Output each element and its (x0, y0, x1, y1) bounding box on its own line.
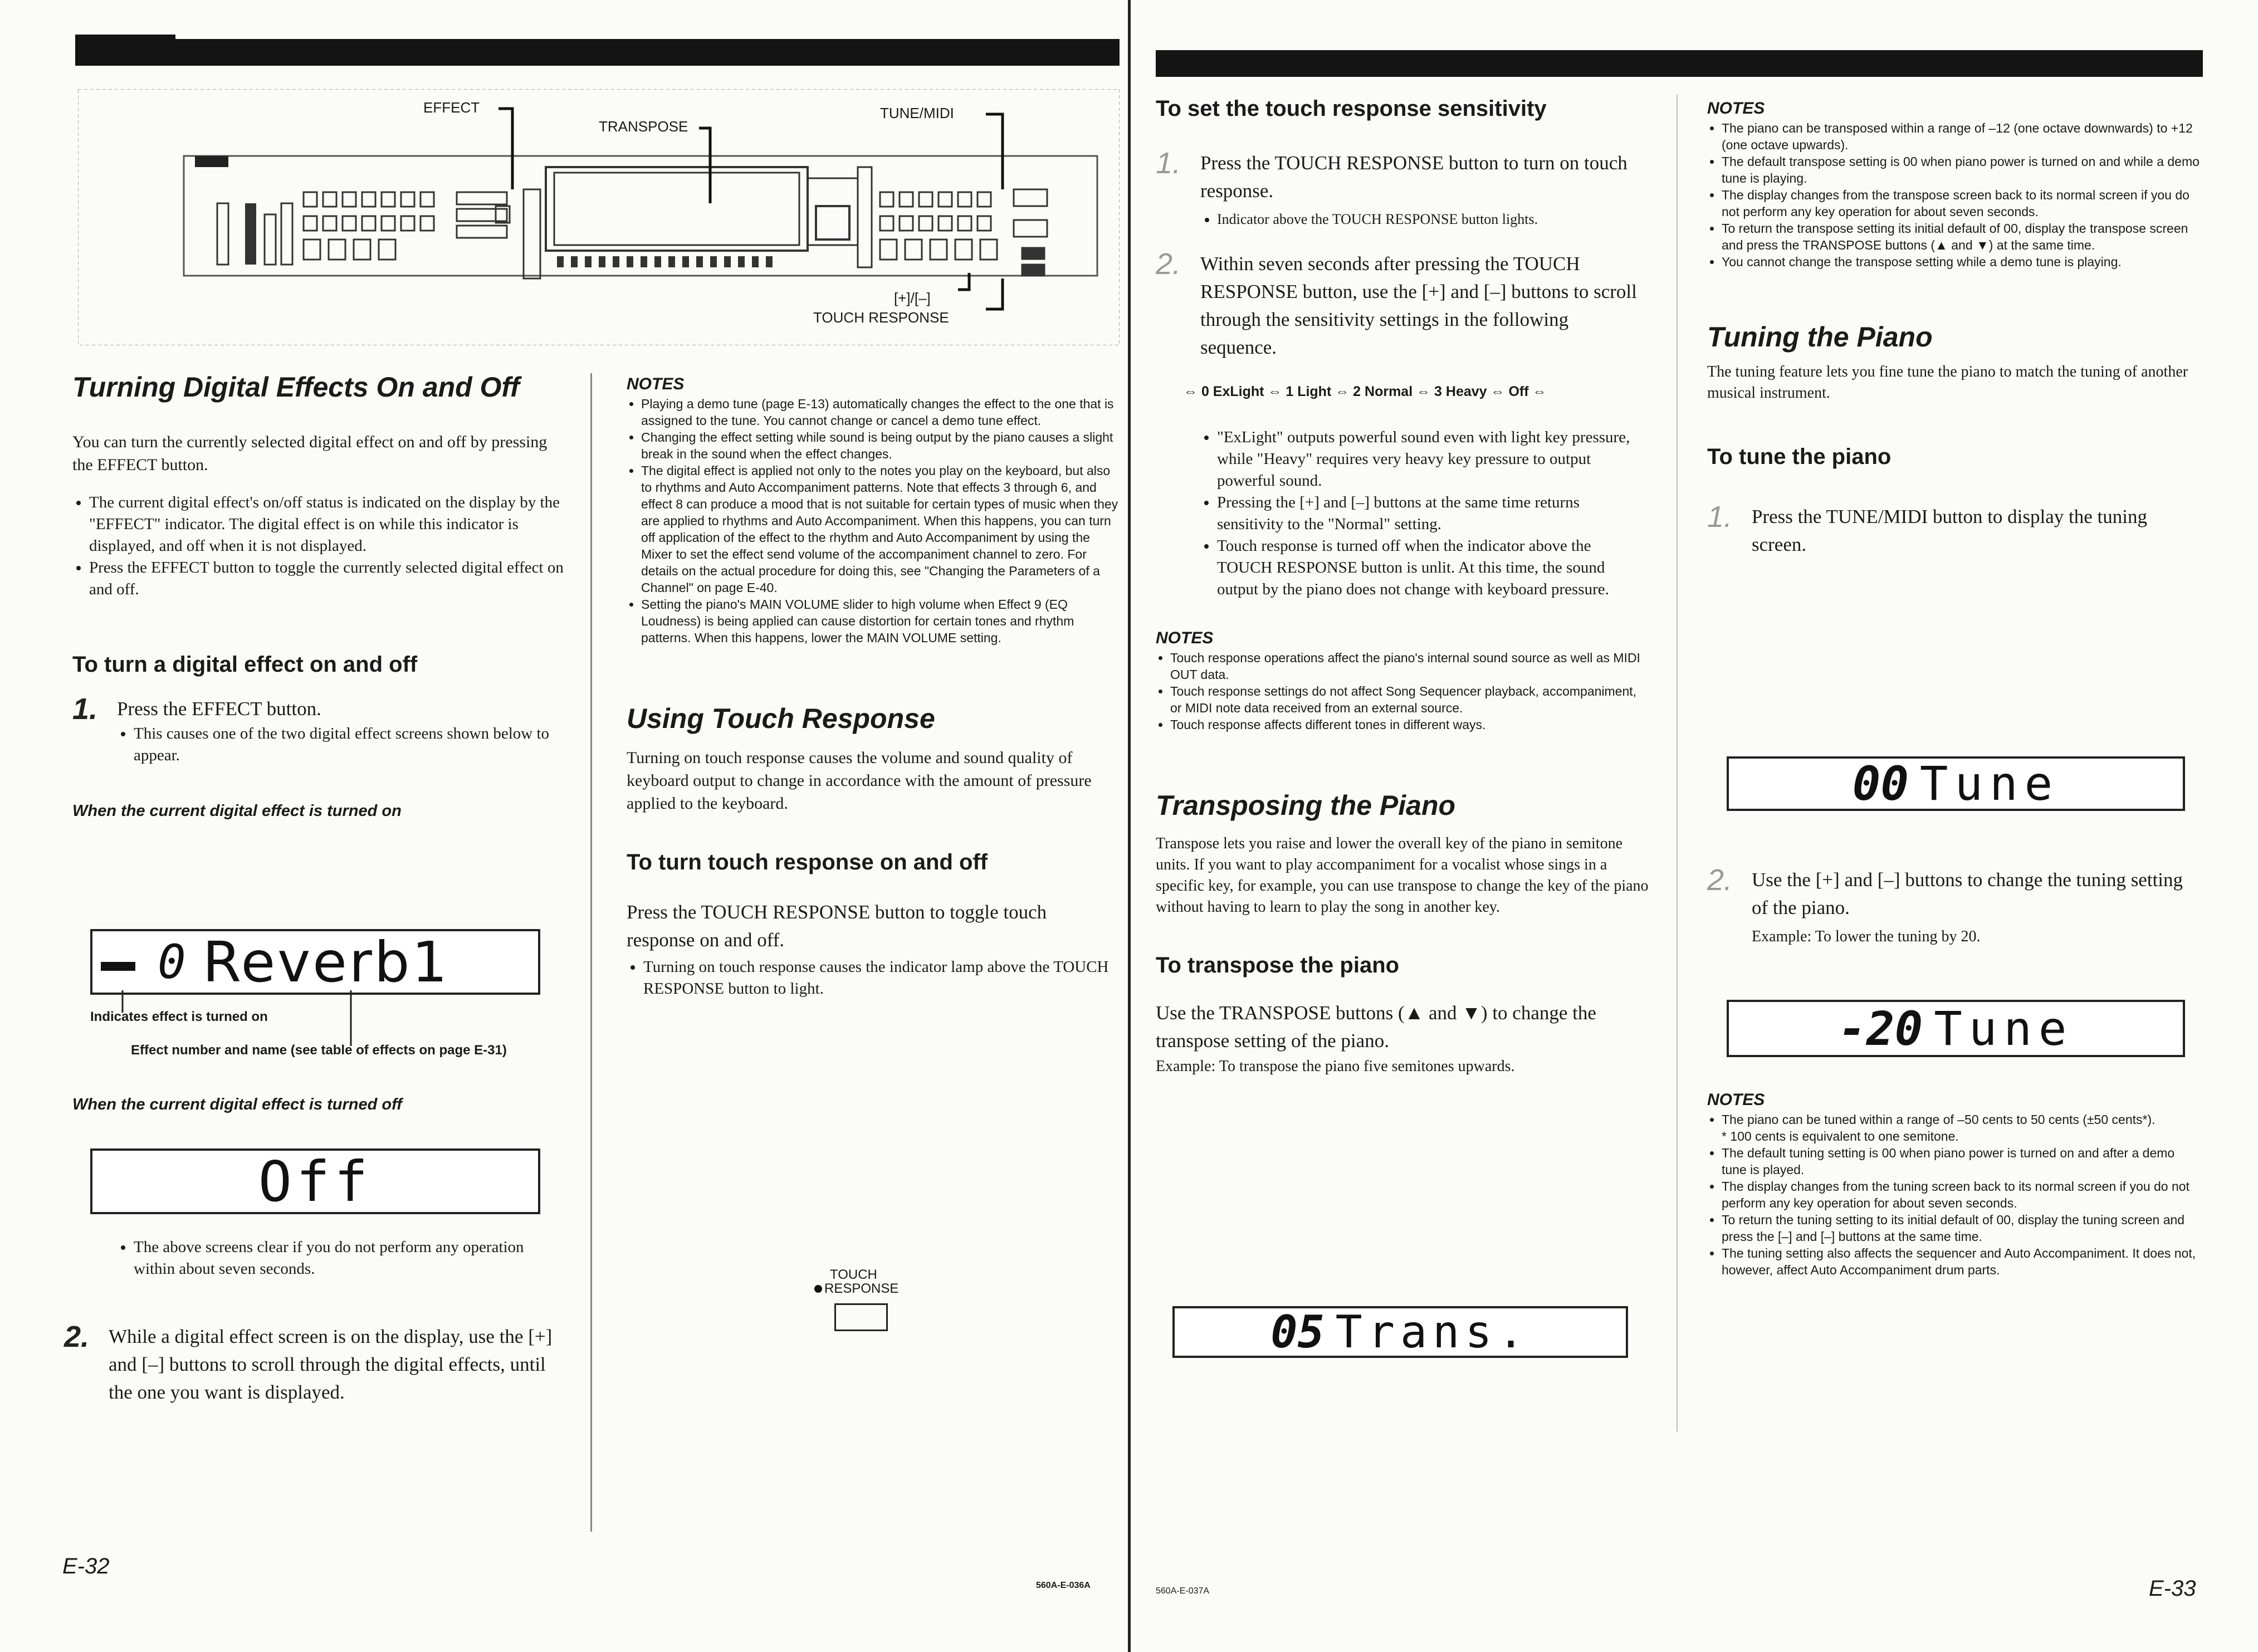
note-item: • The default tuning setting is 00 when piano power is turned on and after a demo tune is played. (1722, 1145, 2203, 1178)
lcd-off-text: Off (258, 1148, 373, 1214)
page-number-right: E-33 (2149, 1576, 2196, 1601)
step-2-text: While a digital effect screen is on the display, use the [+] and [–] buttons to scroll through the digital effects, until the one you want is displayed. (109, 1326, 553, 1403)
subheading-transpose: To transpose the piano (1156, 953, 1400, 977)
touch-text: Press the TOUCH RESPONSE button to toggle touch response on and off. (627, 901, 1047, 951)
transpose-text: Use the TRANSPOSE buttons (▲ and ▼) to change the transpose setting of the piano. (1156, 1002, 1596, 1052)
sens-step-1-bullets (1200, 208, 1649, 230)
notes1-list (1156, 649, 1649, 733)
digital-effects-bullets (72, 492, 568, 600)
sens-step-1-sub: • Indicator above the TOUCH RESPONSE button lights. (1217, 208, 1649, 230)
notes1-title: NOTES (1156, 629, 1214, 647)
heading-transposing: Transposing the Piano (1156, 790, 1456, 821)
note-item: • Playing a demo tune (page E-13) automatically changes the effect to the one that is assigned to the tune. You cannot change or cancel a demo tune effect. (641, 395, 1120, 429)
sens-step-2-text: Within seven seconds after pressing the TOUCH RESPONSE button, use the [+] and [–] buttons to scroll through the sensitivity settings in the following sequence. (1200, 253, 1637, 358)
note-item: • The piano can be transposed within a range of –12 (one octave downwards) to +12 (one octave upwards). (1722, 120, 2203, 153)
tune-step-2-text: Use the [+] and [–] buttons to change the tuning setting of the piano. (1752, 869, 2183, 918)
note-item: • Changing the effect setting while sound is being output by the piano causes a slight break in the sound when the effect changes. (641, 429, 1120, 462)
lcd-effect-on (90, 929, 540, 995)
label-transpose: TRANSPOSE (599, 118, 688, 135)
notes2-list (1707, 120, 2203, 270)
tune-step-2-example: Example: To lower the tuning by 20. (1752, 928, 1981, 945)
note-item: • The default transpose setting is 00 when piano power is turned on and while a demo tune is playing. (1722, 153, 2203, 187)
transpose-example: Example: To transpose the piano five semitones upwards. (1156, 1058, 1515, 1075)
subheading-tune: To tune the piano (1707, 444, 1892, 469)
label-tune-midi: TUNE/MIDI (880, 105, 954, 121)
note-item: • The display changes from the tuning screen back to its normal screen if you do not perform any key operation for about seven seconds. (1722, 1178, 2203, 1211)
step-number: 1. (72, 692, 98, 726)
step-number: 2. (64, 1320, 90, 1353)
tune-step-1-text: Press the TUNE/MIDI button to display the tuning screen. (1752, 506, 2147, 555)
lcd-tune-lowered (1727, 1000, 2185, 1057)
note-item: • Setting the piano's MAIN VOLUME slider to high volume when Effect 9 (EQ Loudness) is being applied can cause distortion for certain tones and rhythm patterns. When this happens, lower the MAIN VOLUME setting. (641, 596, 1120, 646)
label-plus-minus: [+]/[–] (894, 290, 931, 306)
sens-bullet: • Touch response is turned off when the indicator above the TOUCH RESPONSE button is unlit. At this time, the sound output by the piano does not change with keyboard pressure. (1217, 535, 1649, 600)
note-item: * 100 cents is equivalent to one semitone. (1722, 1129, 1959, 1143)
effect-indicator (101, 962, 135, 971)
note-item: • The digital effect is applied not only to the notes you play on the keyboard, but also to rhythms and Auto Accompaniment patterns. Note that effects 3 through 6, and effect 8 can produce a mood that is not suitable for certain types of music when they are applied to rhythms and Auto Accompaniment. When this happens, you can turn off application of the effect to the rhythm and Auto Accompaniment by using the Mixer to set the effect send volume of the accompaniment channel to zero. For details on the actual procedure for doing this, see "Changing the Parameters of a Channel" on page E-40. (641, 462, 1120, 596)
right-header-bar-cap (2105, 56, 2203, 77)
heading-digital-effects: Turning Digital Effects On and Off (72, 372, 520, 403)
note-item: • To return the transpose setting its initial default of 00, display the transpose screen and press the TRANSPOSE buttons (▲ and ▼) at the same time. (1722, 220, 2203, 253)
footer-code-left: 560A-E-036A (1036, 1581, 1091, 1590)
step-1-tune (1707, 500, 2203, 559)
note-item: • The tuning setting also affects the sequencer and Auto Accompaniment. It does not, however, affect Auto Accompaniment drum parts. (1722, 1245, 2203, 1278)
lcd-transpose (1172, 1306, 1628, 1358)
touch-intro: Turning on touch response causes the volume and sound quality of keyboard output to change in accordance with the amount of pressure applied to the keyboard. (627, 749, 1092, 813)
left-column-b (627, 373, 1120, 1000)
left-header-bar-cap (75, 35, 175, 66)
sens-bullet: • Pressing the [+] and [–] buttons at the same time returns sensitivity to the "Normal" setting. (1217, 492, 1649, 535)
lcd-tune-label: Tune (1919, 756, 2060, 811)
notes3-list (1707, 1111, 2203, 1278)
step-1-sensitivity (1156, 146, 1649, 230)
lcd-effect-number: 0 (158, 935, 186, 989)
step-1-sub: • This causes one of the two digital effect screens shown below to appear. (134, 723, 568, 766)
button-label-response-text: RESPONSE (824, 1281, 899, 1296)
note-effect-number: Effect number and name (see table of effects on page E-31) (131, 1043, 507, 1058)
label-effect: EFFECT (423, 99, 480, 116)
note-item: • Touch response operations affect the piano's internal sound source as well as MIDI OUT data. (1170, 649, 1649, 683)
tuning-intro: The tuning feature lets you fine tune the piano to match the tuning of another musical instrument. (1707, 363, 2188, 402)
step-2-sensitivity (1156, 247, 1649, 361)
intro-digital-effects: You can turn the currently selected digital effect on and off by pressing the EFFECT button. (72, 433, 548, 474)
page-gutter (1128, 0, 1131, 1652)
right-header-bar (1156, 50, 2203, 77)
right-column-a (1156, 95, 1649, 1078)
notes-list (627, 395, 1120, 646)
step-number: 1. (1707, 500, 1733, 534)
sens-step-1-text: Press the TOUCH RESPONSE button to turn on touch response. (1200, 152, 1627, 202)
heading-sensitivity: To set the touch response sensitivity (1156, 96, 1547, 121)
bullet-effect-toggle: • Press the EFFECT button to toggle the currently selected digital effect on and off. (89, 557, 568, 600)
note-item: • The piano can be tuned within a range of –50 cents to 50 cents (±50 cents*). (1722, 1111, 2203, 1128)
button-label-response (814, 1281, 898, 1297)
notes3-title: NOTES (1707, 1091, 1765, 1109)
label-touch-response: TOUCH RESPONSE (813, 309, 949, 326)
step-number: 2. (1707, 863, 1733, 897)
lcd-tune-value: 00 (1852, 756, 1909, 811)
step-number: 1. (1156, 146, 1181, 180)
notes2-title: NOTES (1707, 99, 1765, 118)
note-item: • Touch response affects different tones in different ways. (1170, 716, 1649, 733)
transpose-intro: Transpose lets you raise and lower the overall key of the piano in semitone units. If you want to play accompaniment for a vocalist whose sings in a specific key, for example, you can use transpose to change the key of the piano without having to learn to play the song in another key. (1156, 835, 1649, 916)
left-header-bar (75, 39, 1120, 66)
step-1-text: Press the EFFECT button. (117, 698, 321, 720)
after-off-text: • The above screens clear if you do not perform any operation within about seven seconds. (134, 1236, 568, 1280)
sensitivity-bullets (1200, 427, 1649, 600)
step-1-bullets (117, 723, 568, 766)
subheading-touch-on-off: To turn touch response on and off (627, 850, 988, 874)
caption-effect-on: When the current digital effect is turned on (72, 802, 402, 820)
touch-bullet: • Turning on touch response causes the indicator lamp above the TOUCH RESPONSE button to light. (643, 956, 1120, 1000)
lcd-tune2-label: Tune (1934, 1001, 2074, 1056)
note-item: • The display changes from the transpose screen back to its normal screen if you do not perform any key operation for about seven seconds. (1722, 187, 2203, 220)
note-indicator: Indicates effect is turned on (90, 1009, 268, 1024)
step-number: 2. (1156, 247, 1181, 281)
heading-tuning: Tuning the Piano (1707, 321, 1933, 353)
sensitivity-sequence: ⇔ 0 ExLight ⇔ 1 Light ⇔ 2 Normal ⇔ 3 Heavy ⇔ Off ⇔ (1184, 384, 1547, 399)
right-column-b (1707, 97, 2203, 559)
subheading-turn-effect: To turn a digital effect on and off (72, 652, 418, 677)
right-column-divider (1677, 95, 1678, 1431)
button-label-touch: TOUCH (830, 1267, 877, 1282)
lcd-effect-name: Reverb1 (202, 929, 450, 995)
left-column-a (72, 370, 568, 821)
heading-touch-response: Using Touch Response (627, 703, 935, 734)
left-column-a-bottom (117, 1236, 568, 1280)
note-item: • You cannot change the transpose setting while a demo tune is playing. (1722, 253, 2203, 270)
footer-code-right: 560A-E-037A (1156, 1586, 1210, 1596)
indicator-dot-icon (814, 1285, 822, 1293)
step-2-effect (64, 1320, 568, 1406)
note-item: • To return the tuning setting to its initial default of 00, display the tuning screen and press the [–] and [–] buttons at the same time. (1722, 1211, 2203, 1245)
lcd-tune-default (1727, 756, 2185, 811)
right-column-b-notes (1707, 1089, 2203, 1278)
note-item: • Touch response settings do not affect Song Sequencer playback, accompaniment, or MIDI note data received from an external source. (1170, 683, 1649, 716)
sens-bullet: • "ExLight" outputs powerful sound even with light key pressure, while "Heavy" requires very heavy key pressure to output powerful sound. (1217, 427, 1649, 492)
caption-effect-off: When the current digital effect is turned off (72, 1096, 402, 1113)
bullet-effect-status: • The current digital effect's on/off status is indicated on the display by the "EFFECT" indicator. The digital effect is on while this indicator is displayed, and off when it is not displayed. (89, 492, 568, 557)
touch-response-button[interactable] (834, 1303, 888, 1331)
lcd-tune2-value: -20 (1838, 1001, 1923, 1056)
touch-bullets (627, 956, 1120, 1000)
step-2-tune (1707, 863, 2203, 948)
step-1-effect (72, 692, 568, 766)
lcd-transpose-value: 05 (1270, 1306, 1325, 1358)
lcd-transpose-label: Trans. (1335, 1306, 1530, 1358)
after-off-bullets (117, 1236, 568, 1280)
notes-title: NOTES (627, 375, 685, 393)
left-column-divider (590, 373, 592, 1532)
lcd-effect-off (90, 1148, 540, 1214)
page-number-left: E-32 (62, 1554, 110, 1578)
